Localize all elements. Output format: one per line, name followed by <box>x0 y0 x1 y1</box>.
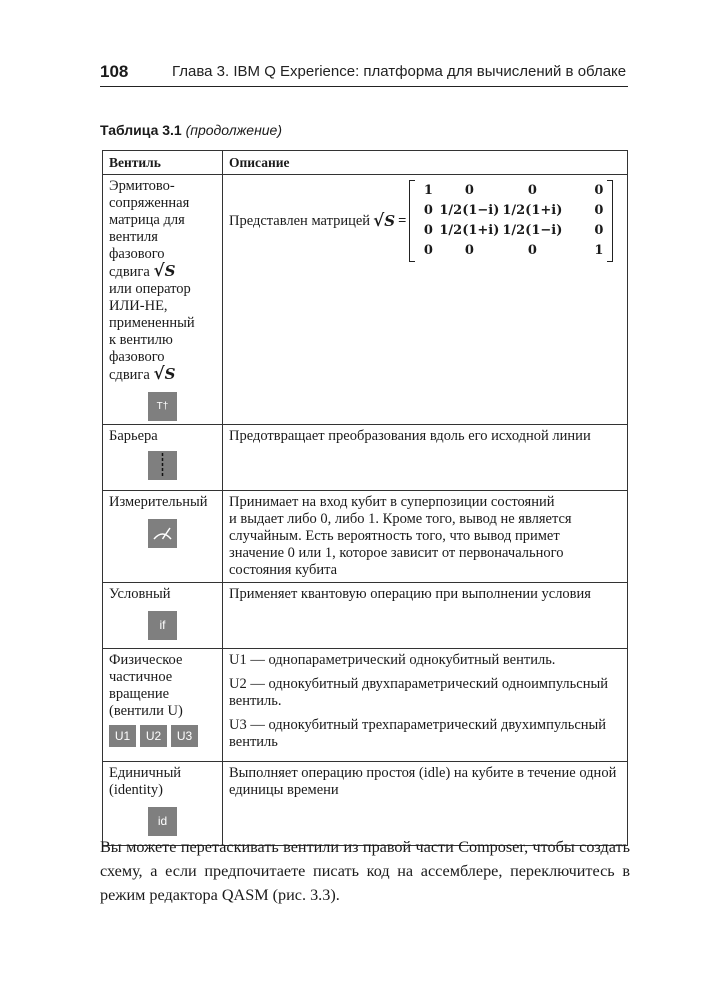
gate-name-line: ИЛИ-НЕ, <box>109 298 168 314</box>
matrix-cell: 0 <box>594 203 604 218</box>
gate-name-line: к вентилю <box>109 332 173 348</box>
table-row <box>103 175 628 425</box>
gate-cell <box>103 491 223 583</box>
gate-cell <box>103 583 223 649</box>
sqrt-s-symbol: √S <box>153 261 176 281</box>
matrix-cell: 1 <box>423 183 433 198</box>
barrier-icon <box>148 451 177 480</box>
matrix-cell: 0 <box>423 203 433 218</box>
matrix-expression: Представлен матрицей √S = 1 0 0 0 0 1/2(1−i) 1/2(1+i) 0 0 1/2(1+i) 1/2(1−i) 0 0 0 0 1 <box>229 178 621 264</box>
description-paragraph: U1 — однопараметрический однокубитный вентиль. <box>229 652 556 668</box>
description-line: значение 0 или 1, которое зависит от первоначального <box>229 545 564 561</box>
u2-gate-icon: U2 <box>140 725 167 747</box>
table-header-row <box>103 151 628 175</box>
description-line: Выполняет операцию простоя (idle) на кубите в течение одной <box>229 765 617 781</box>
u3-gate-icon: U3 <box>171 725 198 747</box>
gate-name-line: или оператор <box>109 281 191 297</box>
gate-name: Барьера <box>109 428 158 444</box>
description-line: состояния кубита <box>229 562 338 578</box>
description-paragraph: U3 — однокубитный трехпараметрический двухимпульсный вентиль <box>229 717 607 750</box>
table-caption-label: Таблица 3.1 <box>100 122 182 138</box>
table-row <box>103 583 628 649</box>
description-cell: Применяет квантовую операцию при выполнении условия <box>223 583 628 649</box>
measure-icon <box>148 519 177 548</box>
matrix-cell: 0 <box>594 183 604 198</box>
gate-name: Условный <box>109 586 171 602</box>
gate-cell <box>103 425 223 491</box>
sqrt-s-symbol: √S <box>373 210 396 231</box>
matrix-cell: 1/2(1−i) <box>439 203 500 218</box>
gates-table <box>102 150 628 846</box>
description-cell <box>223 649 628 762</box>
gate-name-line: сдвига √S <box>109 261 176 281</box>
matrix-cell: 1/2(1+i) <box>439 223 500 238</box>
description-cell <box>223 491 628 583</box>
description-line: единицы времени <box>229 782 339 798</box>
matrix-cell: 1 <box>594 243 604 258</box>
gate-cell <box>103 175 223 425</box>
description-cell: Предотвращает преобразования вдоль его исходной линии <box>223 425 628 491</box>
header-description: Описание <box>223 151 628 175</box>
matrix-cell: 0 <box>594 223 604 238</box>
table-row <box>103 425 628 491</box>
description-line: и выдает либо 0, либо 1. Кроме того, вывод не является <box>229 511 572 527</box>
description-cell <box>223 762 628 846</box>
t-dagger-gate-icon: T† <box>148 392 177 421</box>
gate-name-line: сопряженная <box>109 195 190 211</box>
gate-name-line: фазового <box>109 349 165 365</box>
matrix-cell: 0 <box>527 243 537 258</box>
page-number: 108 <box>100 62 129 81</box>
description-cell <box>223 175 628 425</box>
table-row <box>103 491 628 583</box>
u1-gate-icon: U1 <box>109 725 136 747</box>
gate-name-line: Единичный <box>109 765 182 781</box>
body-paragraph: Вы можете перетаскивать вентили из правой части Composer, чтобы создать схему, а если предпочитаете писать код на ассемблере, переключитесь в режим редактора QASM (рис. 3.3). <box>100 838 630 904</box>
description-paragraph: U2 — однокубитный двухпараметрический одноимпульсный вентиль. <box>229 676 608 709</box>
gate-name-line: частичное <box>109 669 173 685</box>
if-gate-icon: if <box>148 611 177 640</box>
gate-name-line: примененный <box>109 315 195 331</box>
description-prefix: Представлен матрицей <box>229 212 371 229</box>
description-line: Принимает на вход кубит в суперпозиции состояний <box>229 494 555 510</box>
gate-cell <box>103 649 223 762</box>
matrix-cell: 1/2(1−i) <box>502 223 563 238</box>
table-row <box>103 762 628 846</box>
gate-name: Измерительный <box>109 494 208 510</box>
gate-cell <box>103 762 223 846</box>
table-caption <box>100 122 282 138</box>
matrix-cell: 0 <box>423 243 433 258</box>
gate-name-line: вращение <box>109 686 170 702</box>
matrix-cell: 1/2(1+i) <box>502 203 563 218</box>
gate-name-line: вентиля фазового <box>109 229 165 262</box>
header-gate: Вентиль <box>103 151 223 175</box>
gate-name-line: (вентили U) <box>109 703 183 719</box>
gate-name-line: (identity) <box>109 782 163 798</box>
gate-name-line: Физическое <box>109 652 183 668</box>
sqrt-s-symbol: √S <box>153 364 176 384</box>
matrix-cell: 0 <box>527 183 537 198</box>
running-head <box>100 62 628 87</box>
matrix <box>409 180 613 262</box>
matrix-cell: 0 <box>423 223 433 238</box>
id-gate-icon: id <box>148 807 177 836</box>
gate-name-line: Эрмитово- <box>109 178 175 194</box>
matrix-cell: 0 <box>464 183 474 198</box>
table-caption-note: (продолжение) <box>185 122 283 138</box>
description-line: случайным. Есть вероятность того, что вывод примет <box>229 528 560 544</box>
matrix-cell: 0 <box>464 243 474 258</box>
table-row <box>103 649 628 762</box>
gate-name-line: матрица для <box>109 212 185 228</box>
chapter-title: Глава 3. IBM Q Experience: платформа для вычислений в облаке <box>172 63 627 80</box>
gate-name-line: сдвига √S <box>109 364 176 384</box>
